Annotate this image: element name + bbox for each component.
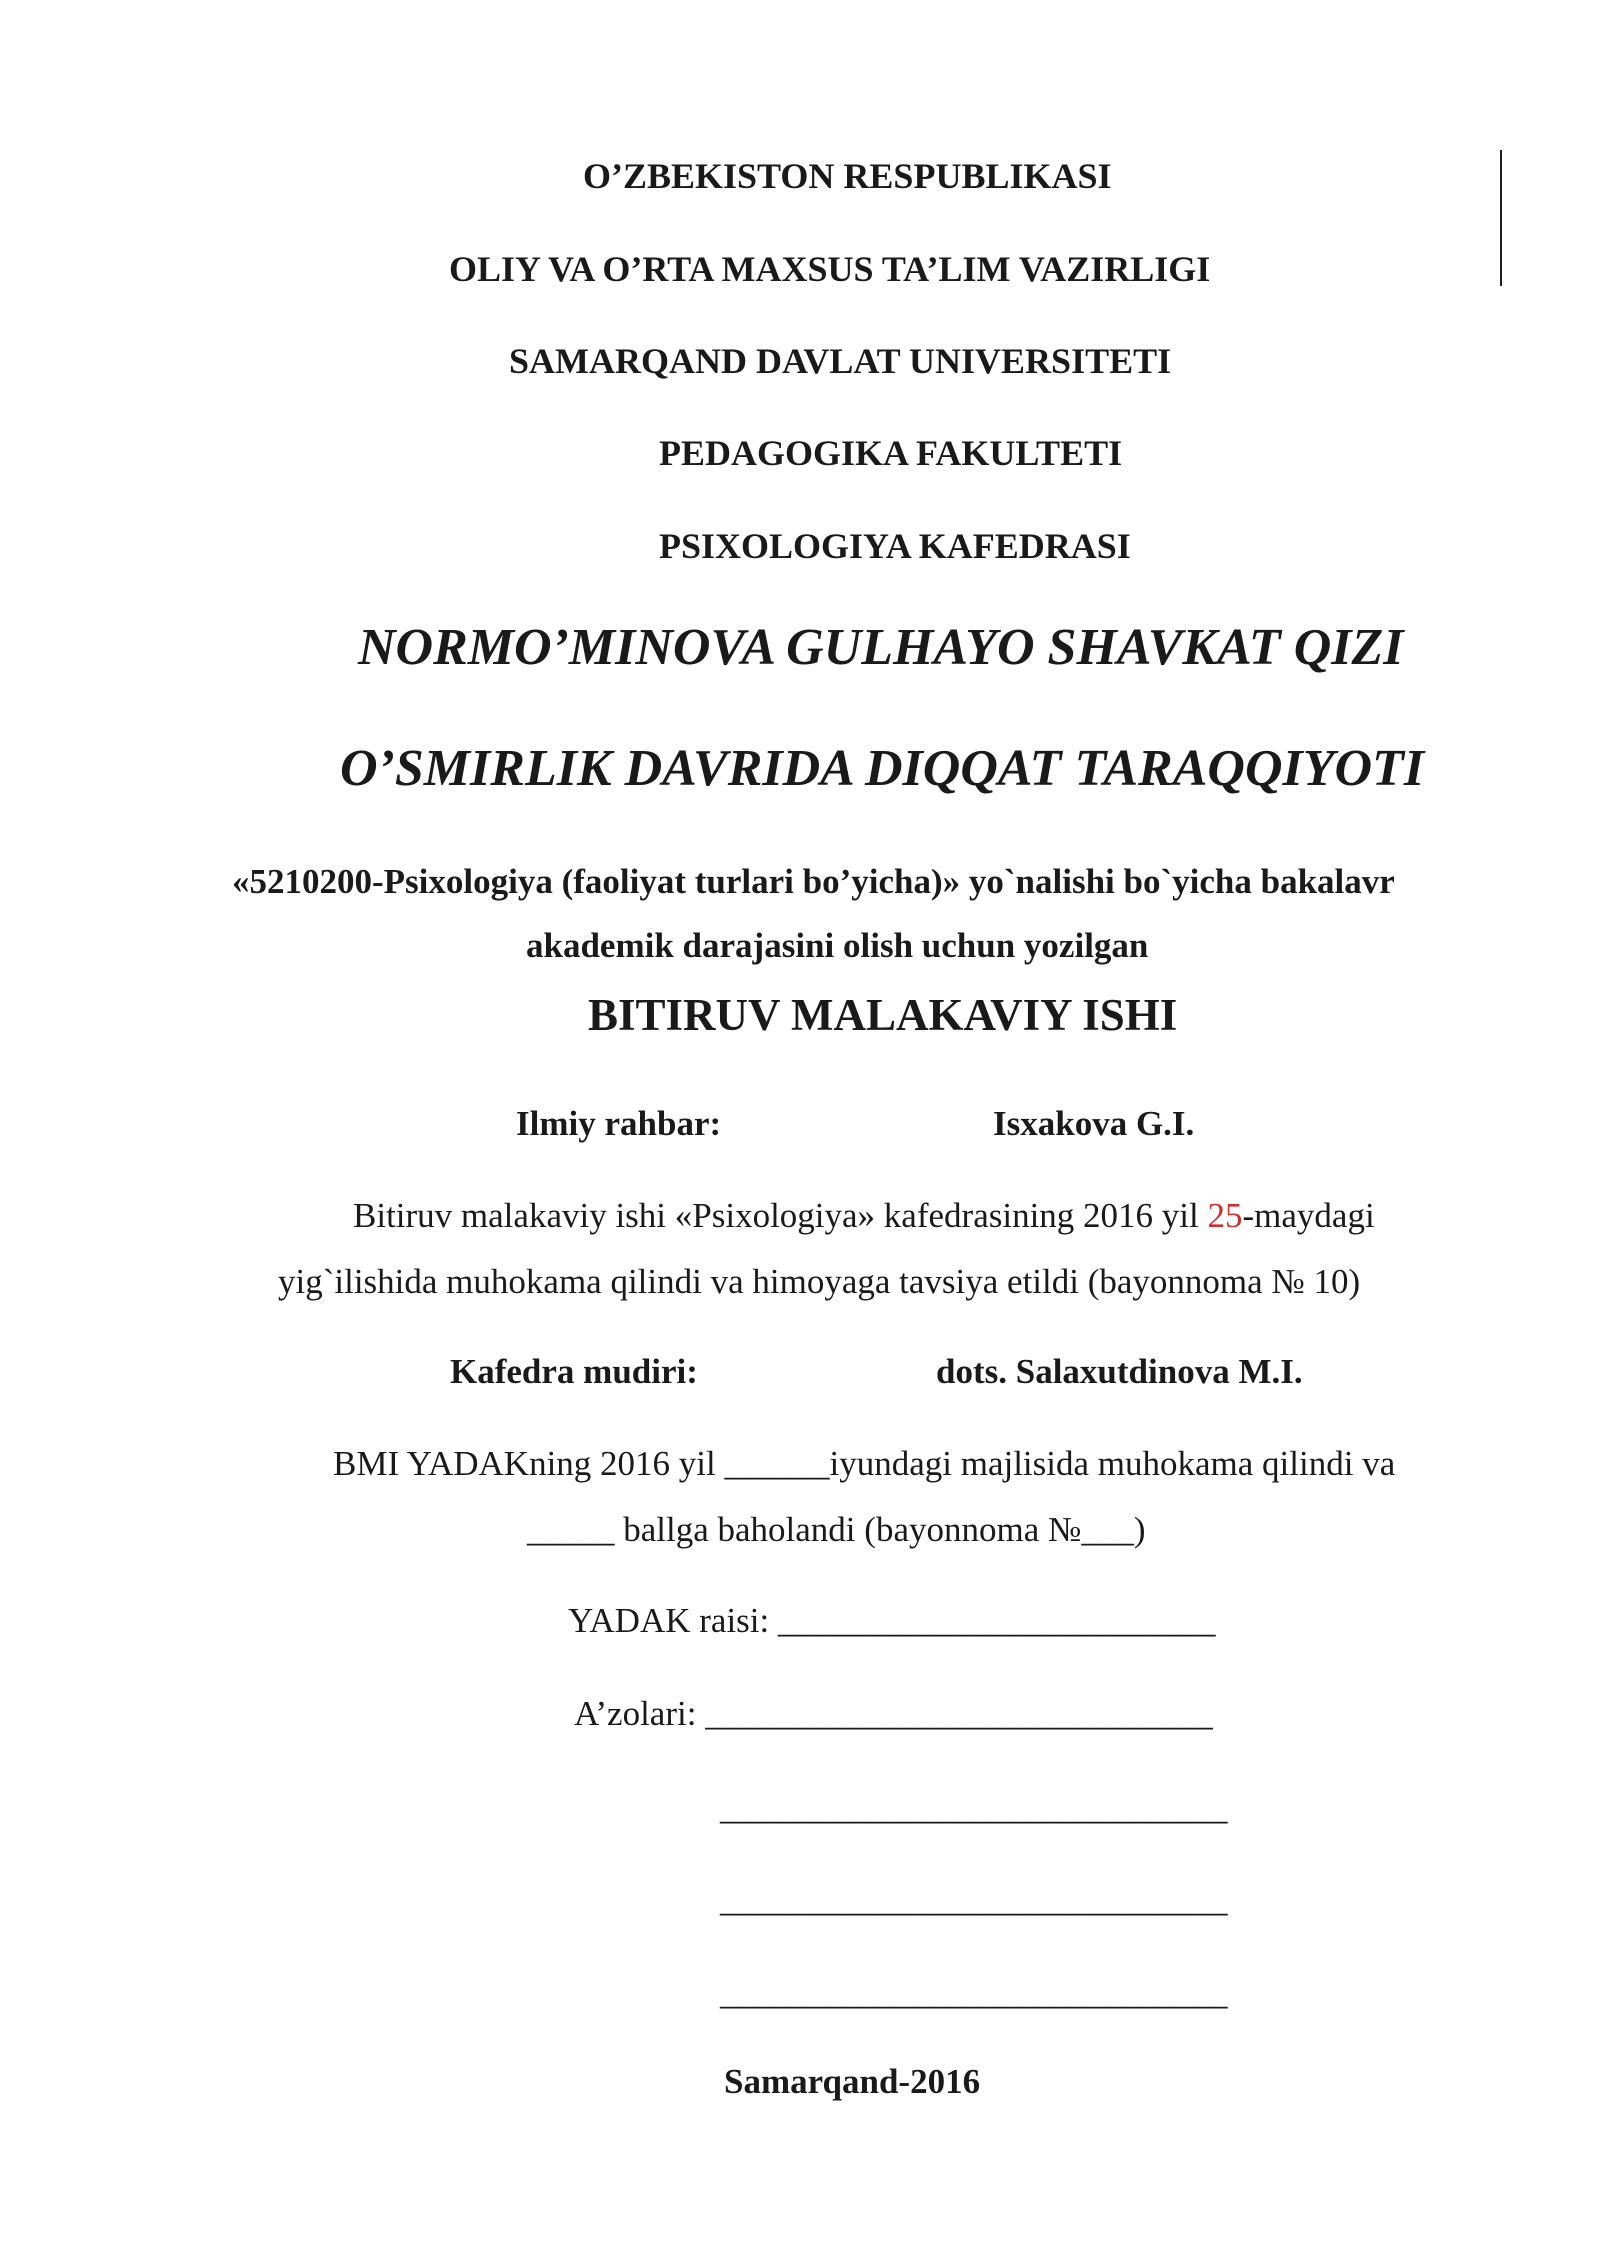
header-university: SAMARQAND DAVLAT UNIVERSITETI [509, 341, 1172, 381]
members-signature-line: A’zolari: _____________________________ [574, 1694, 1213, 1733]
recommendation-line-1 [353, 1196, 1375, 1236]
specialty-line-1: «5210200-Psixologiya (faoliyat turlari bo’yicha)» yo`nalishi bo`yicha bakalavr [232, 862, 1395, 901]
member-signature-blank-2: _____________________________ [720, 1880, 1228, 1919]
place-year: Samarqand-2016 [724, 2062, 981, 2101]
meeting-day: 25 [1207, 1196, 1243, 1235]
specialty-line-2: akademik darajasini olish uchun yozilgan [526, 926, 1149, 965]
member-signature-blank-3: _____________________________ [720, 1973, 1228, 2012]
department-head-label: Kafedra mudiri: [450, 1352, 698, 1391]
recommendation-month: -maydagi [1242, 1196, 1375, 1235]
supervisor-label: Ilmiy rahbar: [516, 1104, 722, 1143]
header-faculty: PEDAGOGIKA FAKULTETI [659, 433, 1123, 473]
header-republic: O’ZBEKISTON RESPUBLIKASI [583, 156, 1112, 196]
supervisor-name: Isxakova G.I. [993, 1104, 1195, 1143]
work-type-title: BITIRUV MALAKAVIY ISHI [588, 990, 1178, 1040]
thesis-topic: O’SMIRLIK DAVRIDA DIQQAT TARAQQIYOTI [340, 740, 1425, 797]
commission-line-2: _____ ballga baholandi (bayonnoma №___) [527, 1510, 1146, 1549]
margin-bar [1500, 150, 1502, 286]
header-ministry: OLIY VA O’RTA MAXSUS TA’LIM VAZIRLIGI [449, 249, 1211, 289]
header-department: PSIXOLOGIYA KAFEDRASI [659, 526, 1131, 566]
recommendation-line-2: yig`ilishida muhokama qilindi va himoyaga tavsiya etildi (bayonnoma № 10) [278, 1262, 1361, 1301]
department-head-name: dots. Salaxutdinova M.I. [936, 1352, 1303, 1391]
chair-signature-line: YADAK raisi: _________________________ [568, 1601, 1216, 1640]
recommendation-text: Bitiruv malakaviy ishi «Psixologiya» kafedrasining 2016 yil [353, 1196, 1208, 1235]
author-name: NORMO’MINOVA GULHAYO SHAVKAT QIZI [358, 619, 1404, 676]
commission-line-1: BMI YADAKning 2016 yil ______iyundagi majlisida muhokama qilindi va [333, 1444, 1396, 1483]
member-signature-blank-1: _____________________________ [720, 1788, 1228, 1827]
